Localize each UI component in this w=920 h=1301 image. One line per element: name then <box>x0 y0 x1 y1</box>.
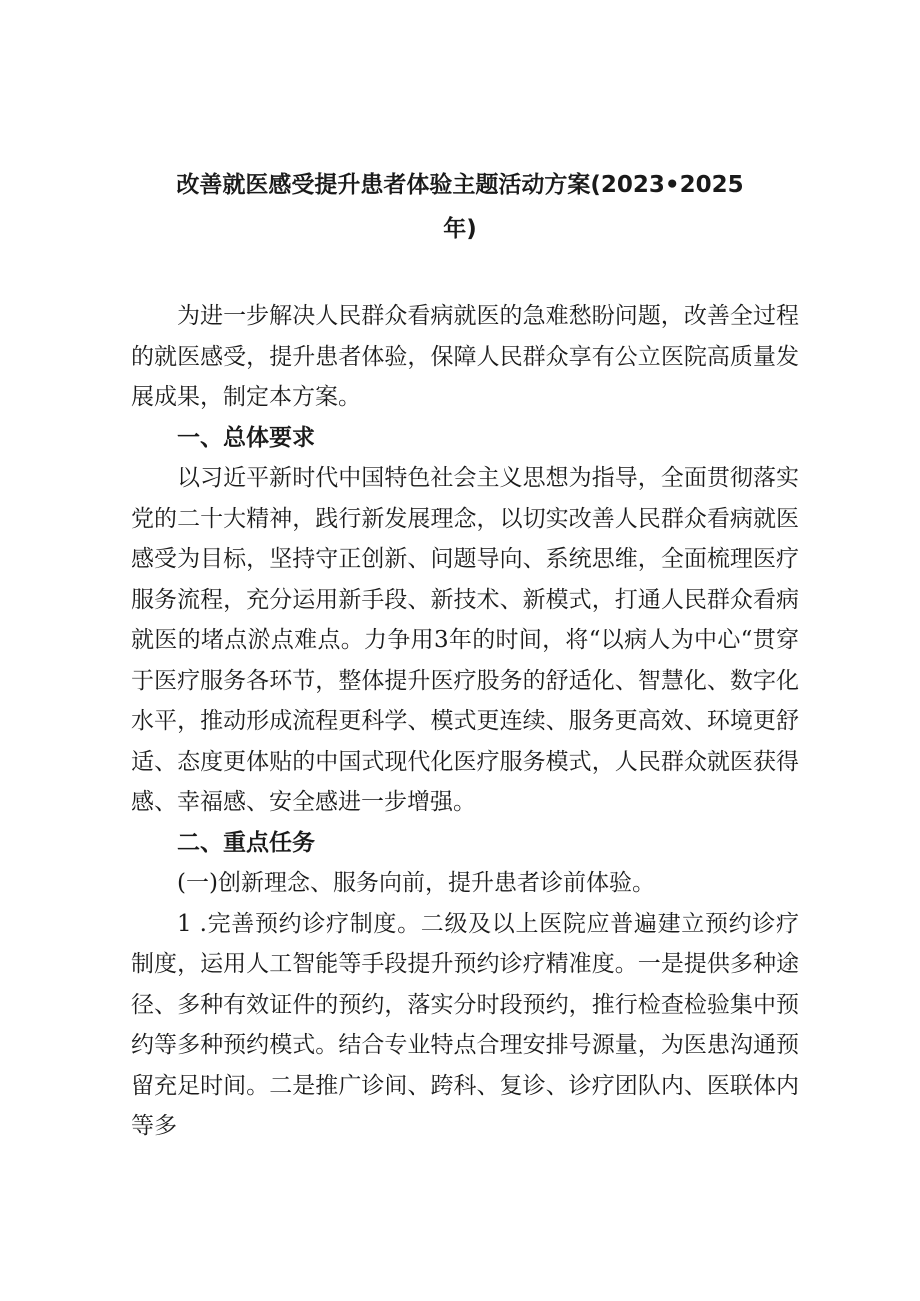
section-heading-general-requirements: 一、总体要求 <box>177 424 315 451</box>
intro-paragraph: 为进一步解决人民群众看病就医的急难愁盼问题，改善全过程的就医感受，提升患者体验，保障人民群众享有公立医院高质量发展成果，制定本方案。 <box>131 303 799 410</box>
subsection-heading-pre-diagnosis: (一)创新理念、服务向前，提升患者诊前体验。 <box>177 870 655 896</box>
section-heading-key-tasks: 二、重点任务 <box>177 829 315 856</box>
document-body <box>131 296 799 1147</box>
item-appointment-system: 1 .完善预约诊疗制度。二级及以上医院应普遍建立预约诊疗制度，运用人工智能等手段提升预约诊疗精准度。一是提供多种途径、多种有效证件的预约，落实分时段预约，推行检查检验集中预约等多种预约模式。结合专业特点合理安排号源量，为医患沟通预留充足时间。二是推广诊间、跨科、复诊、诊疗团队内、医联体内等多 <box>131 910 799 1139</box>
document-title-line1: 改善就医感受提升患者体验主题活动方案(2023•2025 <box>176 172 744 198</box>
document-title-line2: 年) <box>443 216 477 242</box>
general-requirements-paragraph: 以习近平新时代中国特色社会主义思想为指导，全面贯彻落实党的二十大精神，践行新发展理念，以切实改善人民群众看病就医感受为目标，坚持守正创新、问题导向、系统思维，全面梳理医疗服务流程，充分运用新手段、新技术、新模式，打通人民群众看病就医的堵点淤点难点。力争用3年的时间，将“以病人为中心“贯穿于医疗服务各环节，整体提升医疗股务的舒适化、智慧化、数字化水平，推动形成流程更科学、模式更连续、服务更高效、环境更舒适、态度更体贴的中国式现代化医疗服务模式，人民群众就医获得感、幸福感、安全感进一步增强。 <box>131 465 799 815</box>
